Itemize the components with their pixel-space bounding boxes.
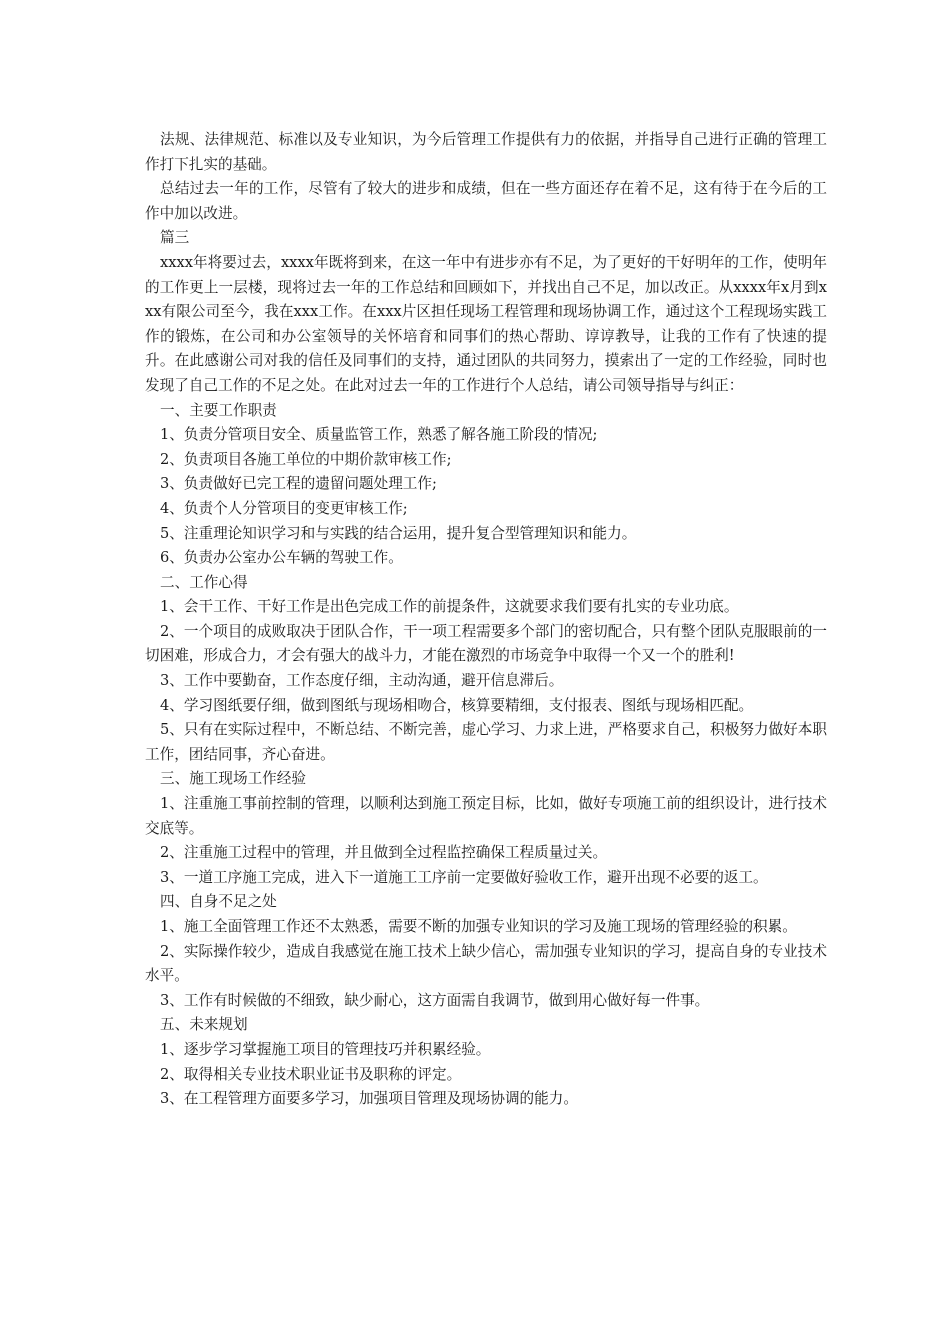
paragraph: 总结过去一年的工作，尽管有了较大的进步和成绩，但在一些方面还存在着不足，这有待于在今后的工作中加以改进。 [145,180,827,222]
document-body [145,128,827,1112]
list-item: 2、取得相关专业技术职业证书及职称的评定。 [160,1065,462,1083]
list-item: 3、在工程管理方面要多学习，加强项目管理及现场协调的能力。 [160,1090,578,1108]
section-heading: 二、工作心得 [160,573,248,591]
list-item: 3、负责做好已完工程的遗留问题处理工作; [160,475,437,493]
paragraph: 法规、法律规范、标准以及专业知识，为今后管理工作提供有力的依据，并指导自己进行正确的管理工作打下扎实的基础。 [145,131,827,173]
list-item: 2、实际操作较少，造成自我感觉在施工技术上缺少信心，需加强专业知识的学习，提高自身的专业技术水平。 [145,942,827,985]
list-item: 6、负责办公室办公车辆的驾驶工作。 [160,549,403,567]
list-item: 1、会干工作、干好工作是出色完成工作的前提条件，这就要求我们要有扎实的专业功底。 [160,598,739,616]
list-item: 3、工作中要勤奋，工作态度仔细，主动沟通，避开信息滞后。 [160,672,564,690]
section-heading: 四、自身不足之处 [160,893,277,911]
list-item: 1、逐步学习掌握施工项目的管理技巧并积累经验。 [160,1040,491,1058]
list-item: 2、一个项目的成败取决于团队合作，干一项工程需要多个部门的密切配合，只有整个团队克服眼前的一切困难，形成合力，才会有强大的战斗力，才能在激烈的市场竞争中取得一个又一个的胜利! [145,622,827,665]
list-item: 4、负责个人分管项目的变更审核工作; [160,499,408,517]
section-heading: 三、施工现场工作经验 [160,770,306,788]
list-item: 5、注重理论知识学习和与实践的结合运用，提升复合型管理知识和能力。 [160,524,637,542]
section-heading: 五、未来规划 [160,1016,248,1034]
list-item: 1、注重施工事前控制的管理，以顺利达到施工预定目标，比如，做好专项施工前的组织设计，进行技术交底等。 [145,795,827,837]
list-item: 3、一道工序施工完成，进入下一道施工工序前一定要做好验收工作，避开出现不必要的返工。 [160,868,768,886]
list-item: 2、负责项目各施工单位的中期价款审核工作; [160,450,452,468]
list-item: 2、注重施工过程中的管理，并且做到全过程监控确保工程质量过关。 [160,844,608,862]
list-item: 4、学习图纸要仔细，做到图纸与现场相吻合，核算要精细，支付报表、图纸与现场相匹配。 [160,696,754,714]
section-heading: 一、主要工作职责 [160,401,277,419]
list-item: 1、施工全面管理工作还不太熟悉，需要不断的加强专业知识的学习及施工现场的管理经验的积累。 [160,918,797,935]
list-item: 1、负责分管项目安全、质量监管工作，熟悉了解各施工阶段的情况; [160,426,598,444]
list-item: 3、工作有时候做的不细致，缺少耐心，这方面需自我调节，做到用心做好每一件事。 [160,991,710,1009]
section-title: 篇三 [160,229,190,247]
paragraph: xxxx年将要过去，xxxx年既将到来，在这一年中有进步亦有不足，为了更好的干好明年的工作，使明年的工作更上一层楼，现将过去一年的工作总结和回顾如下，并找出自己不足，加以改正。从xxxx年x月到xxx有限公司至今，我在xxx工作。在xxx片区担任现场工程管理和现场协调工作，通过这个工程现场实践工作的锻炼，在公司和办公室领导的关怀培育和同事们的热心帮助、谆谆教导，让我的工作有了快速的提升。在此感谢公司对我的信任及同事们的支持，通过团队的共同努力，摸索出了一定的工作经验，同时也发现了自己工作的不足之处。在此对过去一年的工作进行个人总结，请公司领导指导与纠正： [145,253,827,394]
list-item: 5、只有在实际过程中，不断总结、不断完善，虚心学习、力求上进，严格要求自己，积极努力做好本职工作，团结同事，齐心奋进。 [145,721,827,763]
